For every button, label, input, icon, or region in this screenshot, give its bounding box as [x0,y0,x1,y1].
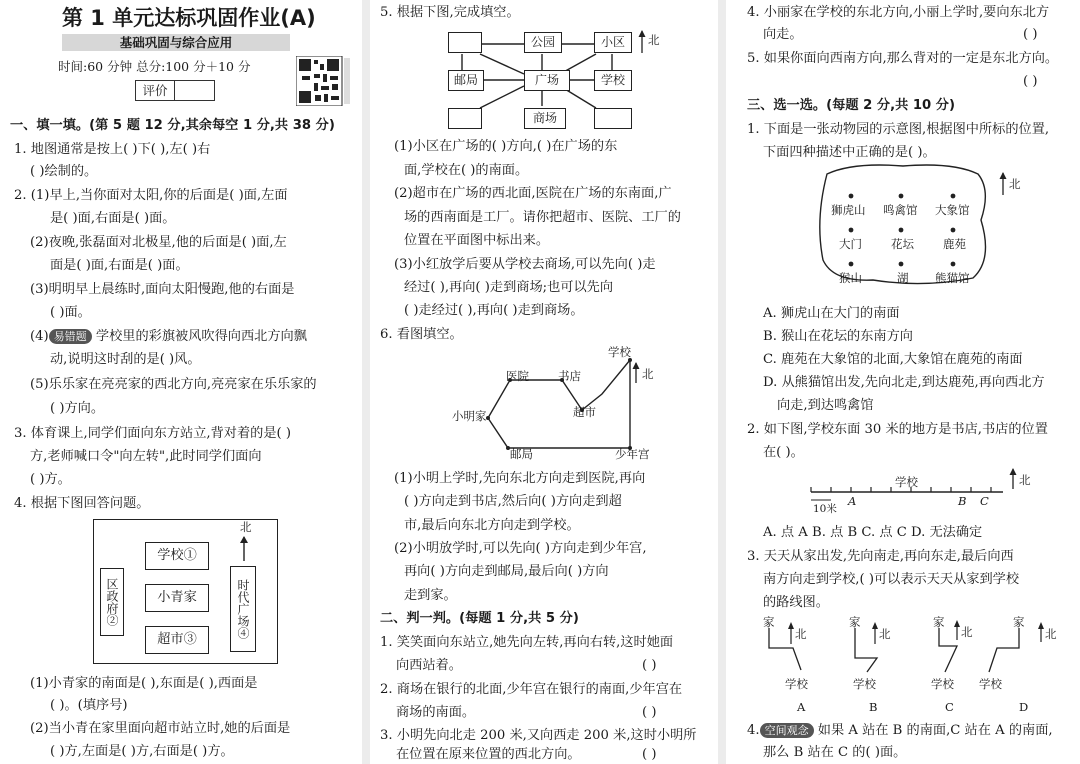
route-c-north: 北 [961,625,973,639]
c3-line1: 3. 天天从家出发,先向南走,再向东走,最后向西 [747,549,1014,564]
j1-answer: ( ) [642,658,657,673]
line-point-c: C [980,494,989,508]
j4-line2: 向走。 [763,27,803,42]
q5-2-line3: 位置在平面图中标出来。 [404,233,550,248]
q2-4-label: (4) [30,329,49,344]
map5-district: 小区 [594,32,632,53]
map5-post: 邮局 [448,70,484,91]
map6-hospital: 医院 [506,369,529,383]
c1-option-d-line1: D. 从熊猫馆出发,先向北走,到达鹿苑,再向西北方 [763,375,1045,390]
easy-mistake-tag: 易错题 [49,329,92,344]
zoo-north-label: 北 [1009,177,1021,191]
q4-2-line1: (2)当小青在家里面向超市站立时,她的后面是 [30,721,291,736]
zoo-elephant-hall: 大象馆 [935,203,970,217]
route-b-school: 学校 [853,677,876,691]
q2-4-text: 学校里的彩旗被风吹得向西北方向飘 [91,329,307,344]
evaluation-label: 评价 [136,81,175,100]
zoo-lion-mountain: 狮虎山 [831,203,866,217]
zoo-lake: 湖 [897,271,909,285]
q5-1-line2: 面,学校在( )的南面。 [404,163,529,178]
route-a-label: A [797,700,806,714]
zoo-gate: 大门 [839,237,862,251]
q2-4-line1 [30,328,307,346]
q6-2-line2: 再向( )方向走到邮局,最后向( )方向 [404,564,609,579]
line-point-b: B [958,494,967,508]
north-arrow-icon [636,28,648,54]
q2-2-line2: 面是( )面,右面是( )面。 [50,258,189,273]
column-divider [718,0,726,764]
q6-1-line1: (1)小明上学时,先向东北方向走到医院,再向 [394,471,646,486]
map6-market: 超市 [573,405,596,419]
route-a-north: 北 [795,627,807,641]
j2-answer: ( ) [642,705,657,720]
qr-code-icon [296,56,350,106]
q2-5-line2: ( )方向。 [50,401,105,416]
route-b-label: B [869,700,878,714]
c1-option-b: B. 猴山在花坛的东南方向 [763,329,913,344]
map5-blank-nw [448,32,482,53]
q5-2-line2: 场的西南面是工厂。请你把超市、医院、工厂的 [404,210,681,225]
q6-heading: 6. 看图填空。 [380,327,463,342]
page-title: 第 1 单元达标巩固作业(A) [62,6,316,30]
j4-answer: ( ) [1023,27,1038,42]
q3-line2: 方,老师喊口令"向左转",此时同学们面向 [30,449,262,464]
q1-line2: ( )绘制的。 [30,164,98,179]
north-arrow-icon [1007,466,1019,490]
q5-3-line3: ( )走经过( ),再向( )走到商场。 [404,303,584,318]
j2-line1: 2. 商场在银行的北面,少年宫在银行的南面,少年宫在 [380,682,683,697]
route-a-home: 家 [763,615,775,629]
column-1 [0,0,362,764]
route-d-school: 学校 [979,677,1002,691]
map5-school: 学校 [594,70,632,91]
route-c-home: 家 [933,615,945,629]
map5-north-label: 北 [648,33,660,47]
q5-2-line1: (2)超市在广场的西北面,医院在广场的东南面,广 [394,186,672,201]
route-d-home: 家 [1013,615,1025,629]
map6-bookstore: 书店 [558,369,581,383]
route-b-north: 北 [879,627,891,641]
map4-school: 学校① [145,542,209,570]
q4-line1: 4. 根据下图回答问题。 [14,496,150,511]
column-2 [372,0,716,764]
section-3-heading: 三、选一选。(每题 2 分,共 10 分) [747,98,956,113]
c1-option-a: A. 狮虎山在大门的南面 [763,306,900,321]
route-d-label: D [1019,700,1029,714]
c3-line3: 的路线图。 [763,595,829,610]
j3-line2: 在位置在原来位置的西北方向。 [396,747,581,762]
q4-2-line2: ( )方,左面是( )方,右面是( )方。 [50,744,234,759]
q4-map [93,519,278,664]
q2-5-line1: (5)乐乐家在亮亮家的西北方向,亮亮家在乐乐家的 [30,377,317,392]
section-1-heading: 一、填一填。(第 5 题 12 分,其余每空 1 分,共 38 分) [10,118,335,133]
q6-1-line3: 市,最后向东北方向走到学校。 [404,518,580,533]
section-2-heading: 二、判一判。(每题 1 分,共 5 分) [380,611,579,626]
north-arrow-icon [237,534,251,562]
c1-line1: 1. 下面是一张动物园的示意图,根据图中所标的位置, [747,122,1050,137]
q3-line3: ( )方。 [30,472,71,487]
q3-line1: 3. 体育课上,同学们面向东方站立,背对着的是( ) [14,426,292,441]
q6-2-line3: 走到家。 [404,588,457,603]
map5-mall: 商场 [524,108,566,129]
q5-1-line1: (1)小区在广场的( )方向,( )在广场的东 [394,139,618,154]
q4-1-line2: ( )。(填序号) [50,698,128,713]
zoo-panda-hall: 熊猫馆 [935,271,970,285]
q2-3-line1: (3)明明早上晨练时,面向太阳慢跑,他的右面是 [30,282,295,297]
c4-text: 如果 A 站在 B 的南面,C 站在 A 的南面, [813,723,1053,738]
j4-line1: 4. 小丽家在学校的东北方向,小丽上学时,要向东北方 [747,5,1050,20]
section-banner: 基础巩固与综合应用 [62,34,290,51]
q6-2-line1: (2)小明放学时,可以先向( )方向走到少年宫, [394,541,647,556]
q6-1-line2: ( )方向走到书店,然后向( )方向走到超 [404,494,622,509]
c1-option-c: C. 鹿苑在大象馆的北面,大象馆在鹿苑的南面 [763,352,1023,367]
zoo-bird-hall: 鸣禽馆 [883,203,918,217]
q2-1-line2: 是( )面,右面是( )面。 [50,211,176,226]
zoo-flowerbed: 花坛 [891,237,914,251]
north-arrow-icon [630,360,642,384]
route-b-home: 家 [849,615,861,629]
line-scale: 10米 [813,503,837,515]
column-divider [362,0,370,764]
map6-north-label: 北 [642,367,654,381]
j1-line2: 向西站着。 [396,658,462,673]
c1-option-d-line2: 向走,到达鸣禽馆 [777,398,874,413]
c2-line2: 在( )。 [763,445,804,460]
j1-line1: 1. 笑笑面向东站立,她先向左转,再向右转,这时她面 [380,635,674,650]
zoo-deer-park: 鹿苑 [943,237,966,251]
map6-home: 小明家 [452,409,487,423]
route-c-school: 学校 [931,677,954,691]
q5-3-line2: 经过( ),再向( )走到商场;也可以先向 [404,280,614,295]
map6-school: 学校 [608,345,631,359]
map4-gov: 区政府② [100,568,124,636]
map5-blank-sw [448,108,482,129]
j5-answer: ( ) [1023,74,1038,89]
north-arrow-icon [997,170,1009,196]
zoo-monkey-mountain: 猴山 [839,271,862,285]
map6-post: 邮局 [510,447,533,461]
q2-3-line2: ( )面。 [50,305,91,320]
c4-line1 [747,722,1053,740]
j3-answer: ( ) [642,747,657,762]
c2-options: A. 点 A B. 点 B C. 点 C D. 无法确定 [763,525,983,540]
map5-park: 公园 [524,32,562,53]
q1-line1: 1. 地图通常是按上( )下( ),左( )右 [14,142,211,157]
map6-palace: 少年宫 [615,447,650,461]
c2-line1: 2. 如下图,学校东面 30 米的地方是书店,书店的位置 [747,422,1048,437]
q2-1-line1: 2. (1)早上,当你面对太阳,你的后面是( )面,左面 [14,188,288,203]
line-point-a: A [848,494,857,508]
j2-line2: 商场的南面。 [396,705,476,720]
q4-1-line1: (1)小青家的南面是( ),东面是( ),西面是 [30,676,258,691]
column-3 [733,0,1080,764]
q5-3-line1: (3)小红放学后要从学校去商场,可以先向( )走 [394,257,656,272]
map5-plaza: 广场 [524,70,570,91]
c4-line2: 那么 B 站在 C 的( )面。 [763,745,907,760]
line-school: 学校 [895,475,918,489]
route-c-label: C [945,700,954,714]
line-north-label: 北 [1019,473,1031,487]
q5-heading: 5. 根据下图,完成填空。 [380,5,520,20]
c3-line2: 南方向走到学校,( )可以表示天天从家到学校 [763,572,1020,587]
c1-line2: 下面四种描述中正确的是( )。 [763,145,936,160]
map5-blank-se [594,108,632,129]
j3-line1: 3. 小明先向北走 200 米,又向西走 200 米,这时小明所 [380,728,697,743]
route-d-north: 北 [1045,627,1057,641]
route-a-school: 学校 [785,677,808,691]
map4-market: 超市③ [145,626,209,654]
evaluation-box [135,80,215,101]
c4-label: 4. [747,723,760,738]
j5-line1: 5. 如果你面向西南方向,那么背对的一定是东北方向。 [747,51,1059,66]
spatial-concept-tag: 空间观念 [760,723,814,738]
time-score-info: 时间:60 分钟 总分:100 分＋10 分 [58,59,251,74]
q2-4-line2: 动,说明这时刮的是( )风。 [50,352,201,367]
q2-2-line1: (2)夜晚,张磊面对北极星,他的后面是( )面,左 [30,235,287,250]
map4-north-label: 北 [240,520,252,534]
map4-plaza: 时代广场④ [230,566,256,652]
map4-home: 小青家 [145,584,209,612]
